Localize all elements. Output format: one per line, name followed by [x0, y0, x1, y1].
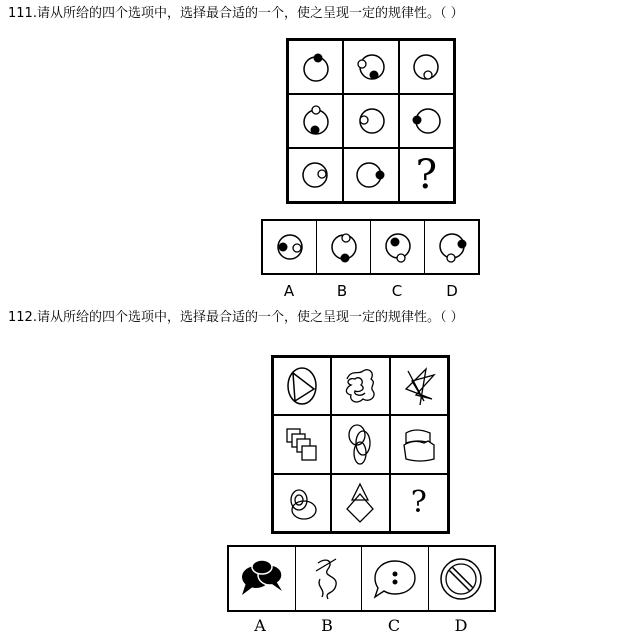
q112-cell-1-2	[331, 357, 389, 415]
q111-option-b-figure[interactable]	[317, 221, 371, 273]
q111-cell-1-3	[399, 40, 454, 94]
q112-cell-1-3	[390, 357, 448, 415]
q112-option-d-figure[interactable]	[429, 547, 495, 610]
q112-matrix	[271, 355, 450, 534]
q112-options	[227, 545, 496, 612]
q111-options	[261, 219, 480, 275]
q112-cell-3-2	[331, 474, 389, 532]
q111-cell-3-2	[343, 148, 398, 202]
q112-option-a-figure[interactable]	[229, 547, 296, 610]
q111-cell-2-1	[288, 94, 343, 148]
question-111-text: 111.请从所给的四个选项中，选择最合适的一个，使之呈现一定的规律性。（ ）	[8, 6, 464, 21]
question-mark: ?	[415, 152, 438, 198]
q111-option-a-figure[interactable]	[263, 221, 317, 273]
q112-option-b-label: B	[321, 616, 333, 635]
q111-option-b-label: B	[336, 282, 348, 300]
q111-cell-3-3-question	[399, 148, 454, 202]
q112-cell-2-1	[273, 415, 331, 473]
question-mark: ?	[410, 484, 427, 520]
q111-cell-1-2	[343, 40, 398, 94]
q111-option-c-figure[interactable]	[371, 221, 425, 273]
q111-option-d-label: D	[446, 282, 458, 300]
q111-cell-2-3	[399, 94, 454, 148]
q112-cell-3-3-question	[390, 474, 448, 532]
q111-cell-3-1	[288, 148, 343, 202]
q112-option-a-label: A	[254, 616, 266, 635]
q112-option-b-figure[interactable]	[296, 547, 363, 610]
q111-option-d-figure[interactable]	[425, 221, 478, 273]
q112-cell-1-1	[273, 357, 331, 415]
q112-option-c-figure[interactable]	[362, 547, 429, 610]
q112-cell-2-3	[390, 415, 448, 473]
q111-cell-1-1	[288, 40, 343, 94]
q111-matrix	[286, 38, 456, 204]
q111-option-c-label: C	[391, 282, 403, 300]
q112-cell-2-2	[331, 415, 389, 473]
q112-option-c-label: C	[387, 616, 401, 635]
q111-option-a-label: A	[283, 282, 295, 300]
q111-cell-2-2	[343, 94, 398, 148]
q112-option-d-label: D	[454, 616, 468, 635]
question-112-text: 112.请从所给的四个选项中，选择最合适的一个，使之呈现一定的规律性。（ ）	[8, 310, 464, 325]
q112-cell-3-1	[273, 474, 331, 532]
